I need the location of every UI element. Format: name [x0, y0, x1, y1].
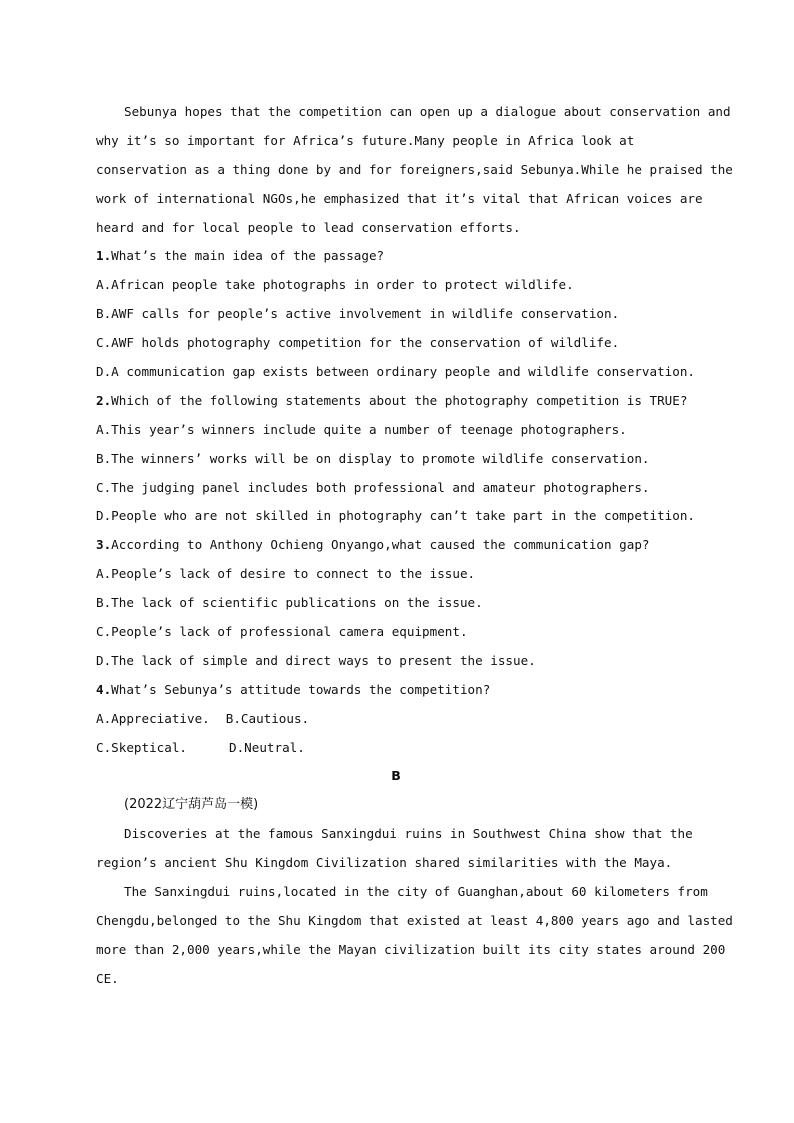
answer-option-row — [96, 705, 696, 734]
passage-line: why it’s so important for Africa’s future.Many people in Africa look at — [96, 132, 635, 148]
answer-option: D.A communication gap exists between ordinary people and wildlife conservation. — [96, 364, 695, 380]
passage-paragraph — [96, 98, 733, 242]
answer-option: B.The lack of scientific publications on the issue. — [96, 595, 483, 611]
passage-line: heard and for local people to lead conservation efforts. — [96, 219, 521, 235]
question-text: Which of the following statements about the photography competition is TRUE? — [111, 392, 688, 408]
document-page — [96, 98, 733, 994]
question-3 — [96, 531, 696, 675]
question-text: According to Anthony Ochieng Onyango,what caused the communication gap? — [111, 537, 650, 553]
answer-option: D.The lack of simple and direct ways to present the issue. — [96, 652, 536, 668]
passage-line: more than 2,000 years,while the Mayan civilization built its city states around 200 — [96, 941, 726, 957]
passage-line: Sebunya hopes that the competition can open up a dialogue about conservation and — [124, 104, 731, 119]
answer-option: D.Neutral. — [229, 739, 305, 755]
question-text: What’s the main idea of the passage? — [111, 248, 385, 264]
question-stem — [96, 531, 696, 560]
question-4 — [96, 676, 696, 763]
passage-b-paragraph-2 — [96, 878, 733, 994]
passage-line: conservation as a thing done by and for foreigners,said Sebunya.While he praised the — [96, 161, 733, 177]
question-text: What’s Sebunya’s attitude towards the competition? — [111, 681, 491, 697]
answer-option: B.The winners’ works will be on display to promote wildlife conservation. — [96, 450, 650, 466]
passage-line: CE. — [96, 970, 119, 986]
question-number: 1. — [96, 248, 112, 264]
question-2 — [96, 387, 696, 531]
answer-option: A.Appreciative. — [96, 710, 210, 726]
passage-line: The Sanxingdui ruins,located in the city of Guanghan,about 60 kilometers from — [124, 884, 708, 900]
question-number: 3. — [96, 537, 112, 553]
answer-option: B.Cautious. — [225, 710, 310, 726]
answer-option-row — [96, 734, 696, 763]
answer-option: B.AWF calls for people’s active involvement in wildlife conservation. — [96, 306, 620, 322]
answer-option: D.People who are not skilled in photography can’t take part in the competition. — [96, 508, 695, 524]
passage-line: Chengdu,belonged to the Shu Kingdom that existed at least 4,800 years ago and lasted — [96, 912, 733, 928]
answer-option: C.AWF holds photography competition for the conservation of wildlife. — [96, 335, 620, 351]
question-1 — [96, 242, 696, 386]
passage-b-paragraph-1 — [96, 820, 696, 878]
question-number: 4. — [96, 681, 112, 697]
answer-option: C.Skeptical. — [96, 739, 187, 755]
answer-option: A.This year’s winners include quite a number of teenage photographers. — [96, 421, 627, 437]
answer-option: C.The judging panel includes both professional and amateur photographers. — [96, 479, 650, 495]
answer-option: A.People’s lack of desire to connect to the issue. — [96, 566, 476, 582]
source-note: (2022辽宁葫芦岛一模) — [124, 797, 259, 813]
section-heading: B — [391, 768, 401, 784]
passage-line: Discoveries at the famous Sanxingdui ruins in Southwest China show that the — [124, 826, 693, 842]
answer-option: A.African people take photographs in order to protect wildlife. — [96, 277, 574, 293]
passage-line: region’s ancient Shu Kingdom Civilization shared similarities with the Maya. — [96, 855, 673, 871]
question-number: 2. — [96, 392, 112, 408]
answer-option: C.People’s lack of professional camera equipment. — [96, 624, 468, 640]
passage-line: work of international NGOs,he emphasized that it’s vital that African voices are — [96, 190, 703, 206]
question-stem — [96, 387, 696, 416]
question-stem — [96, 676, 696, 705]
question-stem — [96, 242, 696, 271]
